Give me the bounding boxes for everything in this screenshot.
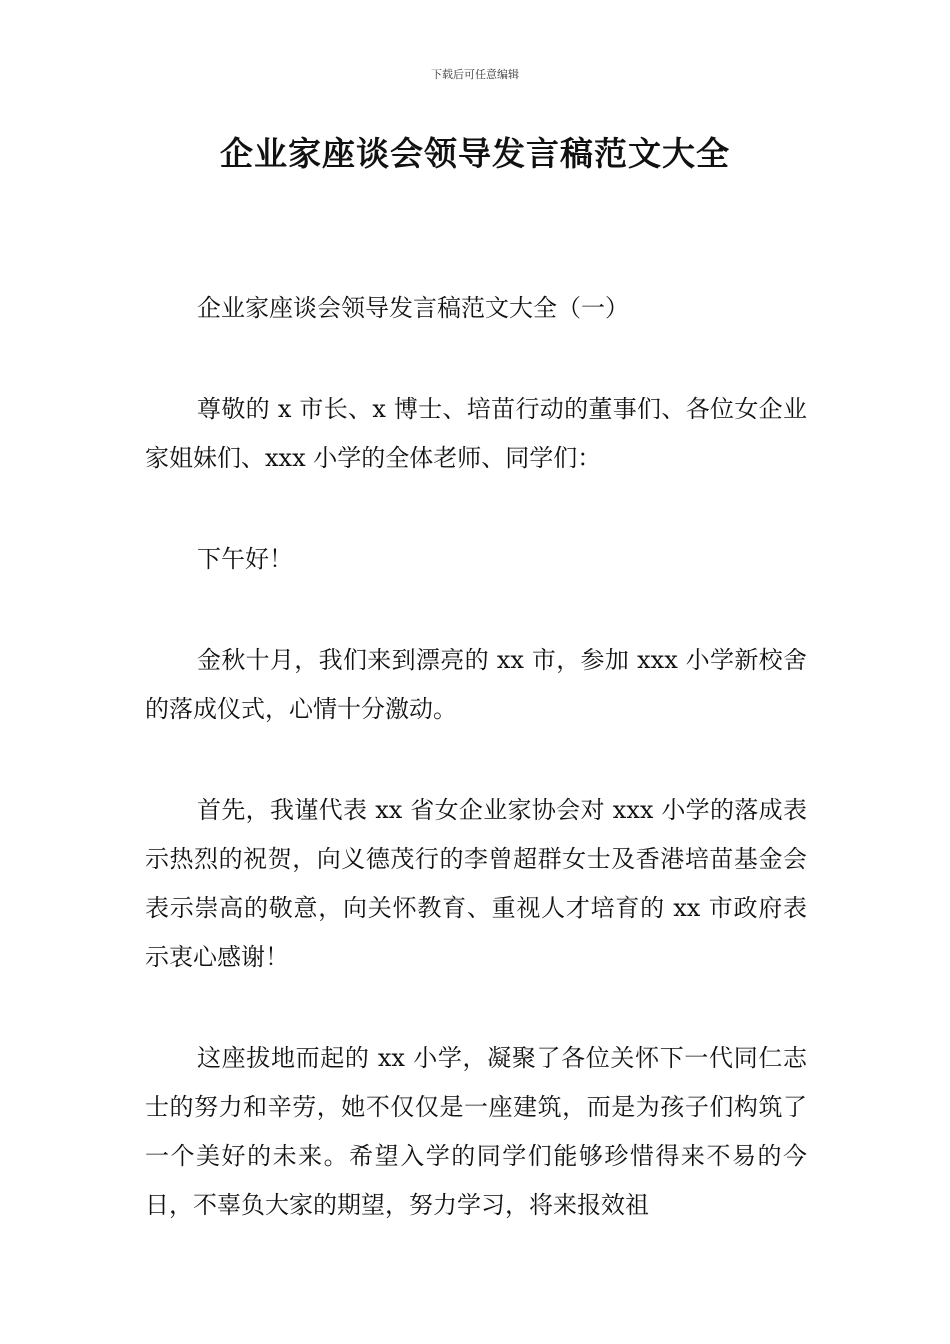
salutation-paragraph: 尊敬的 x 市长、x 博士、培苗行动的董事们、各位女企业家姐妹们、xxx 小学的全体老师、同学们： (145, 395, 807, 472)
body-paragraph: 金秋十月，我们来到漂亮的 xx 市，参加 xxx 小学新校舍的落成仪式，心情十分激动。 (145, 646, 807, 723)
body-paragraph: 首先，我谨代表 xx 省女企业家协会对 xxx 小学的落成表示热烈的祝贺，向义德茂行的李曾超群女士及香港培苗基金会表示崇高的敬意，向关怀教育、重视人才培育的 xx 市政府表示衷心感谢！ (145, 796, 807, 971)
body-paragraph: 这座拔地而起的 xx 小学，凝聚了各位关怀下一代同仁志士的努力和辛劳，她不仅仅是一座建筑，而是为孩子们构筑了一个美好的未来。希望入学的同学们能够珍惜得来不易的今日，不辜负大家的期望，努力学习，将来报效祖 (145, 1044, 807, 1219)
page-header-note: 下载后可任意编辑 (431, 68, 519, 81)
document-title: 企业家座谈会领导发言稿范文大全 (220, 134, 730, 173)
greeting-paragraph: 下午好！ (197, 545, 293, 573)
document-body (145, 284, 807, 1282)
section-subtitle: 企业家座谈会领导发言稿范文大全（一） (197, 294, 629, 322)
